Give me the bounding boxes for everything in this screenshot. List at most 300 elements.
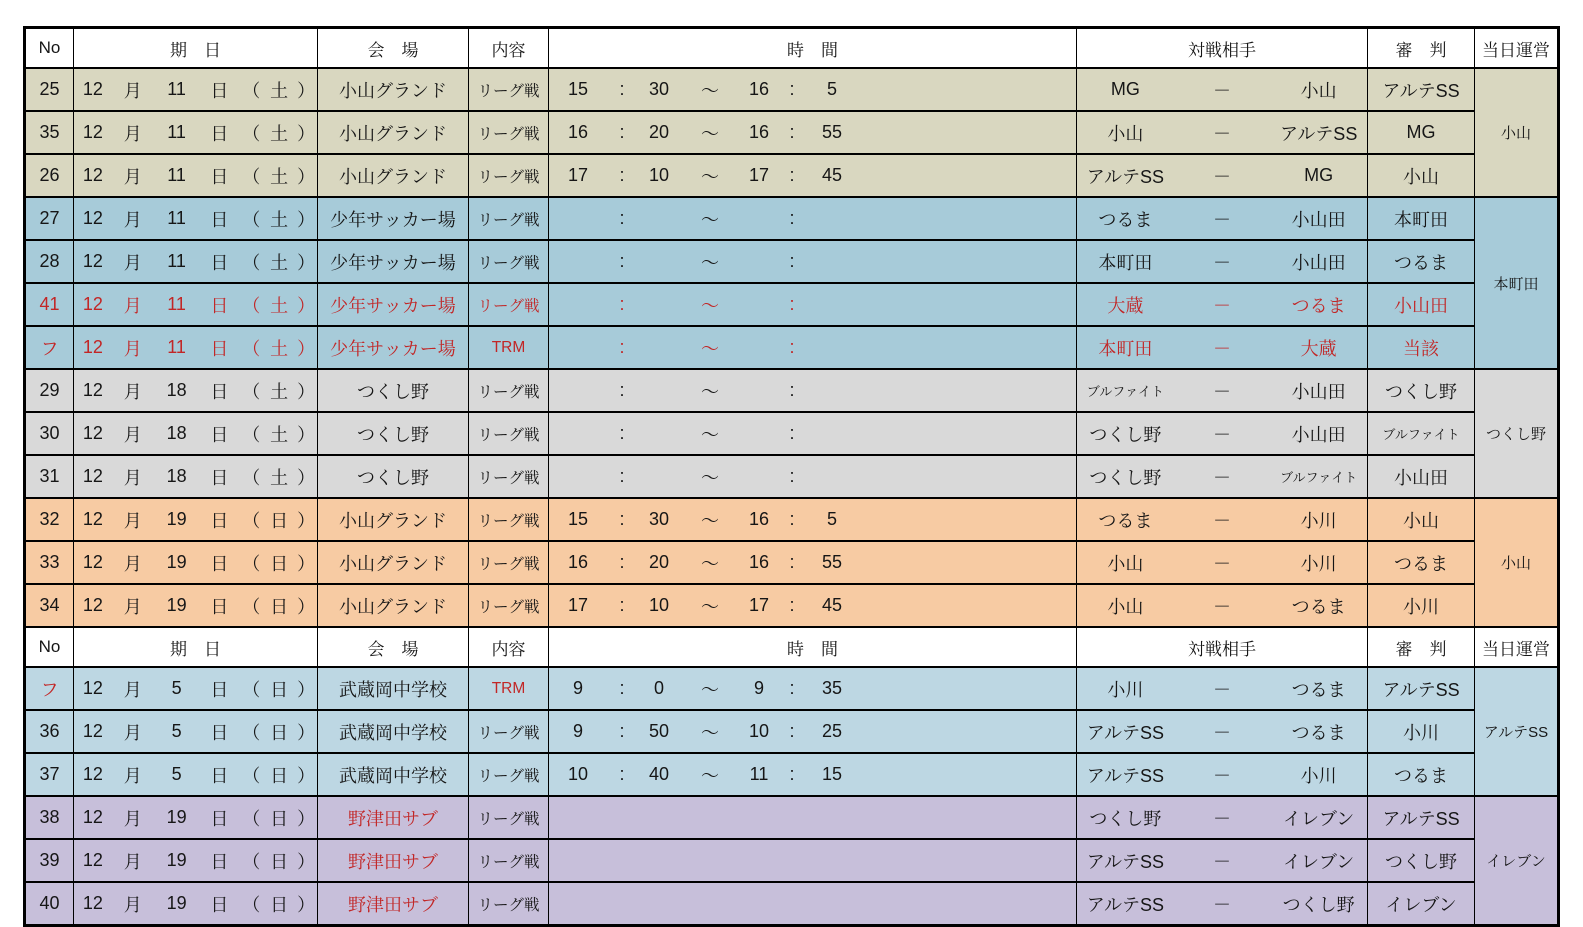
paren-open: （ bbox=[242, 338, 261, 359]
match-type-cell: リーグ戦 bbox=[469, 882, 549, 926]
opponents-cell bbox=[1077, 498, 1368, 541]
match-no-cell: 29 bbox=[25, 369, 74, 412]
home-team: 小川 bbox=[1107, 679, 1144, 700]
opponents-cell bbox=[1077, 326, 1368, 369]
time-cell bbox=[549, 710, 1077, 753]
table-header-row bbox=[25, 28, 1559, 69]
match-date-cell bbox=[74, 111, 318, 154]
col-header-no: No bbox=[25, 627, 74, 667]
opponents-cell bbox=[1077, 839, 1368, 882]
home-team: アルテSS bbox=[1086, 894, 1164, 915]
time-colon: : bbox=[789, 423, 795, 443]
match-row bbox=[25, 710, 1559, 753]
match-type-cell: TRM bbox=[469, 667, 549, 710]
date-day-number: 11 bbox=[167, 337, 186, 357]
date-day-number: 5 bbox=[171, 721, 182, 741]
time-colon: : bbox=[619, 79, 625, 99]
time-layout bbox=[549, 241, 1076, 282]
tilde-separator: ～ bbox=[701, 510, 719, 531]
month-label: 月 bbox=[123, 80, 142, 101]
end-minute: 55 bbox=[821, 122, 843, 142]
match-no-cell: 34 bbox=[25, 584, 74, 627]
date-month-number: 12 bbox=[82, 380, 103, 400]
date-layout bbox=[74, 284, 317, 325]
time-colon: : bbox=[789, 165, 795, 185]
weekday-label: 日 bbox=[270, 722, 289, 743]
start-hour: 17 bbox=[567, 595, 589, 615]
opponents-cell bbox=[1077, 541, 1368, 584]
match-no-cell: フ bbox=[25, 326, 74, 369]
match-date-cell bbox=[74, 283, 318, 326]
home-team: アルテSS bbox=[1086, 765, 1164, 786]
weekday-label: 土 bbox=[270, 209, 289, 230]
end-hour: 16 bbox=[748, 509, 770, 529]
month-label: 月 bbox=[123, 679, 142, 700]
opponents-cell bbox=[1077, 455, 1368, 498]
end-minute: 45 bbox=[821, 165, 843, 185]
day-label: 日 bbox=[210, 467, 229, 488]
time-colon: : bbox=[789, 721, 795, 741]
date-month-number: 12 bbox=[82, 122, 103, 142]
month-label: 月 bbox=[123, 467, 142, 488]
end-hour: 17 bbox=[748, 165, 770, 185]
opponents-layout bbox=[1077, 370, 1367, 411]
paren-open: （ bbox=[242, 510, 261, 531]
weekday-label: 土 bbox=[270, 295, 289, 316]
referee-cell: つるま bbox=[1368, 240, 1475, 283]
match-row bbox=[25, 111, 1559, 154]
day-label: 日 bbox=[210, 596, 229, 617]
match-type-cell: リーグ戦 bbox=[469, 412, 549, 455]
end-hour: 16 bbox=[748, 552, 770, 572]
time-colon: : bbox=[619, 294, 625, 314]
time-layout bbox=[549, 585, 1076, 626]
time-colon: : bbox=[789, 466, 795, 486]
opponents-cell bbox=[1077, 68, 1368, 111]
time-colon: : bbox=[619, 208, 625, 228]
match-date-cell bbox=[74, 839, 318, 882]
weekday-label: 土 bbox=[270, 338, 289, 359]
time-colon: : bbox=[619, 337, 625, 357]
date-month-number: 12 bbox=[82, 165, 103, 185]
away-team: アルテSS bbox=[1280, 123, 1358, 144]
time-cell bbox=[549, 369, 1077, 412]
paren-open: （ bbox=[242, 80, 261, 101]
home-team: つるま bbox=[1098, 510, 1153, 531]
home-team: アルテSS bbox=[1086, 722, 1164, 743]
versus-dash: － bbox=[1213, 252, 1231, 273]
referee-cell: 小川 bbox=[1368, 710, 1475, 753]
match-row bbox=[25, 412, 1559, 455]
referee-cell: 小山田 bbox=[1368, 455, 1475, 498]
match-no-cell: 26 bbox=[25, 154, 74, 197]
start-minute: 10 bbox=[648, 595, 670, 615]
opponents-layout bbox=[1077, 155, 1367, 196]
day-label: 日 bbox=[210, 765, 229, 786]
venue-cell: 少年サッカー場 bbox=[318, 326, 469, 369]
away-team: イレブン bbox=[1283, 851, 1355, 872]
versus-dash: － bbox=[1213, 209, 1231, 230]
time-colon: : bbox=[619, 721, 625, 741]
day-label: 日 bbox=[210, 851, 229, 872]
start-minute: 40 bbox=[648, 764, 670, 784]
referee-cell: つくし野 bbox=[1368, 369, 1475, 412]
date-layout bbox=[74, 754, 317, 795]
paren-open: （ bbox=[242, 467, 261, 488]
time-layout bbox=[549, 668, 1076, 709]
tilde-separator: ～ bbox=[701, 722, 719, 743]
match-no-cell: 37 bbox=[25, 753, 74, 796]
time-colon: : bbox=[619, 595, 625, 615]
end-minute: 25 bbox=[821, 721, 843, 741]
paren-close: ） bbox=[297, 596, 316, 617]
time-colon: : bbox=[619, 552, 625, 572]
venue-cell: つくし野 bbox=[318, 412, 469, 455]
month-label: 月 bbox=[123, 894, 142, 915]
match-no-cell: 32 bbox=[25, 498, 74, 541]
time-layout bbox=[549, 284, 1076, 325]
match-type-cell: リーグ戦 bbox=[469, 240, 549, 283]
day-label: 日 bbox=[210, 894, 229, 915]
match-row bbox=[25, 541, 1559, 584]
time-cell bbox=[549, 68, 1077, 111]
date-day-number: 19 bbox=[166, 893, 187, 913]
month-label: 月 bbox=[123, 808, 142, 829]
match-row bbox=[25, 584, 1559, 627]
venue-cell: 野津田サブ bbox=[318, 796, 469, 839]
match-no-cell: 27 bbox=[25, 197, 74, 240]
date-month-number: 12 bbox=[82, 509, 103, 529]
match-no-cell: 40 bbox=[25, 882, 74, 926]
end-minute: 15 bbox=[821, 764, 843, 784]
time-colon: : bbox=[619, 380, 625, 400]
time-layout bbox=[549, 840, 1076, 881]
end-minute: 45 bbox=[821, 595, 843, 615]
versus-dash: － bbox=[1213, 381, 1231, 402]
match-date-cell bbox=[74, 796, 318, 839]
venue-cell: 野津田サブ bbox=[318, 839, 469, 882]
col-header-content: 内容 bbox=[469, 28, 549, 69]
match-no-cell: 36 bbox=[25, 710, 74, 753]
time-cell bbox=[549, 197, 1077, 240]
col-header-time: 時 間 bbox=[549, 627, 1077, 667]
date-layout bbox=[74, 585, 317, 626]
date-month-number: 12 bbox=[82, 850, 103, 870]
date-day-number: 19 bbox=[166, 552, 187, 572]
time-cell bbox=[549, 498, 1077, 541]
col-header-content: 内容 bbox=[469, 627, 549, 667]
match-no-cell: 38 bbox=[25, 796, 74, 839]
end-hour: 16 bbox=[748, 122, 770, 142]
weekday-label: 日 bbox=[270, 808, 289, 829]
day-label: 日 bbox=[210, 679, 229, 700]
paren-close: ） bbox=[297, 295, 316, 316]
paren-close: ） bbox=[297, 80, 316, 101]
match-type-cell: リーグ戦 bbox=[469, 498, 549, 541]
home-team: 本町田 bbox=[1098, 252, 1153, 273]
match-date-cell bbox=[74, 667, 318, 710]
away-team: 小山田 bbox=[1291, 424, 1346, 445]
date-layout bbox=[74, 542, 317, 583]
opponents-layout bbox=[1077, 198, 1367, 239]
opponents-cell bbox=[1077, 111, 1368, 154]
time-cell bbox=[549, 667, 1077, 710]
tilde-separator: ～ bbox=[701, 252, 719, 273]
match-no-cell: フ bbox=[25, 667, 74, 710]
referee-cell: つるま bbox=[1368, 753, 1475, 796]
col-header-no: No bbox=[25, 28, 74, 69]
venue-cell: 少年サッカー場 bbox=[318, 240, 469, 283]
match-date-cell bbox=[74, 455, 318, 498]
versus-dash: － bbox=[1213, 553, 1231, 574]
versus-dash: － bbox=[1213, 467, 1231, 488]
col-header-referee: 審 判 bbox=[1368, 28, 1475, 69]
time-cell bbox=[549, 455, 1077, 498]
away-team: つるま bbox=[1291, 295, 1346, 316]
versus-dash: － bbox=[1213, 166, 1231, 187]
opponents-cell bbox=[1077, 240, 1368, 283]
month-label: 月 bbox=[123, 166, 142, 187]
month-label: 月 bbox=[123, 424, 142, 445]
time-colon: : bbox=[619, 251, 625, 271]
away-team: つるま bbox=[1291, 722, 1346, 743]
venue-cell: 少年サッカー場 bbox=[318, 283, 469, 326]
opponents-layout bbox=[1077, 840, 1367, 881]
weekday-label: 日 bbox=[270, 851, 289, 872]
day-operations-cell: 小山 bbox=[1475, 68, 1559, 197]
referee-cell: つるま bbox=[1368, 541, 1475, 584]
month-label: 月 bbox=[123, 381, 142, 402]
versus-dash: － bbox=[1213, 295, 1231, 316]
date-day-number: 18 bbox=[166, 466, 187, 486]
versus-dash: － bbox=[1213, 123, 1231, 144]
home-team: アルテSS bbox=[1086, 851, 1164, 872]
match-row bbox=[25, 455, 1559, 498]
paren-close: ） bbox=[297, 808, 316, 829]
date-layout bbox=[74, 883, 317, 924]
end-hour: 9 bbox=[753, 678, 764, 698]
month-label: 月 bbox=[123, 553, 142, 574]
versus-dash: － bbox=[1213, 596, 1231, 617]
day-label: 日 bbox=[210, 722, 229, 743]
referee-cell: アルテSS bbox=[1368, 667, 1475, 710]
weekday-label: 土 bbox=[270, 80, 289, 101]
opponents-layout bbox=[1077, 413, 1367, 454]
versus-dash: － bbox=[1213, 424, 1231, 445]
match-date-cell bbox=[74, 541, 318, 584]
date-month-number: 12 bbox=[82, 294, 103, 314]
referee-cell: 小川 bbox=[1368, 584, 1475, 627]
away-team: MG bbox=[1304, 165, 1334, 185]
versus-dash: － bbox=[1213, 894, 1231, 915]
match-row bbox=[25, 197, 1559, 240]
paren-open: （ bbox=[242, 765, 261, 786]
day-operations-cell: つくし野 bbox=[1475, 369, 1559, 498]
time-colon: : bbox=[789, 764, 795, 784]
date-month-number: 12 bbox=[82, 893, 103, 913]
time-cell bbox=[549, 882, 1077, 926]
weekday-label: 土 bbox=[270, 166, 289, 187]
match-schedule-table bbox=[23, 26, 1560, 927]
versus-dash: － bbox=[1213, 510, 1231, 531]
match-type-cell: リーグ戦 bbox=[469, 154, 549, 197]
away-team: 小山田 bbox=[1291, 381, 1346, 402]
referee-cell: 小山 bbox=[1368, 154, 1475, 197]
time-layout bbox=[549, 112, 1076, 153]
versus-dash: － bbox=[1213, 722, 1231, 743]
versus-dash: － bbox=[1213, 808, 1231, 829]
home-team: 小山 bbox=[1107, 553, 1144, 574]
date-layout bbox=[74, 711, 317, 752]
home-team: 本町田 bbox=[1098, 338, 1153, 359]
time-colon: : bbox=[789, 251, 795, 271]
date-day-number: 11 bbox=[167, 122, 186, 142]
match-date-cell bbox=[74, 240, 318, 283]
end-hour: 16 bbox=[748, 79, 770, 99]
match-row bbox=[25, 753, 1559, 796]
versus-dash: － bbox=[1213, 851, 1231, 872]
match-no-cell: 25 bbox=[25, 68, 74, 111]
time-layout bbox=[549, 797, 1076, 838]
month-label: 月 bbox=[123, 123, 142, 144]
col-header-opponents: 対戦相手 bbox=[1077, 28, 1368, 69]
tilde-separator: ～ bbox=[701, 553, 719, 574]
time-layout bbox=[549, 413, 1076, 454]
match-date-cell bbox=[74, 369, 318, 412]
date-layout bbox=[74, 370, 317, 411]
date-month-number: 12 bbox=[82, 79, 103, 99]
home-team: アルテSS bbox=[1086, 166, 1164, 187]
away-team: 小川 bbox=[1300, 510, 1337, 531]
time-layout bbox=[549, 456, 1076, 497]
time-colon: : bbox=[789, 208, 795, 228]
paren-open: （ bbox=[242, 851, 261, 872]
time-layout bbox=[549, 754, 1076, 795]
weekday-label: 日 bbox=[270, 553, 289, 574]
weekday-label: 土 bbox=[270, 252, 289, 273]
paren-open: （ bbox=[242, 596, 261, 617]
paren-open: （ bbox=[242, 295, 261, 316]
time-cell bbox=[549, 753, 1077, 796]
opponents-layout bbox=[1077, 542, 1367, 583]
date-layout bbox=[74, 840, 317, 881]
time-cell bbox=[549, 839, 1077, 882]
day-label: 日 bbox=[210, 381, 229, 402]
match-row bbox=[25, 240, 1559, 283]
date-layout bbox=[74, 499, 317, 540]
end-hour: 17 bbox=[748, 595, 770, 615]
time-colon: : bbox=[789, 509, 795, 529]
opponents-layout bbox=[1077, 883, 1367, 924]
day-operations-cell: 小山 bbox=[1475, 498, 1559, 627]
weekday-label: 土 bbox=[270, 123, 289, 144]
venue-cell: 小山グランド bbox=[318, 154, 469, 197]
weekday-label: 土 bbox=[270, 467, 289, 488]
versus-dash: － bbox=[1213, 80, 1231, 101]
paren-close: ） bbox=[297, 765, 316, 786]
time-cell bbox=[549, 154, 1077, 197]
date-month-number: 12 bbox=[82, 337, 103, 357]
paren-close: ） bbox=[297, 123, 316, 144]
paren-close: ） bbox=[297, 894, 316, 915]
day-label: 日 bbox=[210, 553, 229, 574]
match-date-cell bbox=[74, 326, 318, 369]
weekday-label: 日 bbox=[270, 596, 289, 617]
month-label: 月 bbox=[123, 596, 142, 617]
month-label: 月 bbox=[123, 765, 142, 786]
tilde-separator: ～ bbox=[701, 209, 719, 230]
date-month-number: 12 bbox=[82, 251, 103, 271]
end-hour: 11 bbox=[749, 764, 769, 784]
time-colon: : bbox=[789, 678, 795, 698]
paren-open: （ bbox=[242, 166, 261, 187]
col-header-date: 期 日 bbox=[74, 627, 318, 667]
match-no-cell: 28 bbox=[25, 240, 74, 283]
start-hour: 16 bbox=[567, 552, 589, 572]
referee-cell: アルテSS bbox=[1368, 796, 1475, 839]
venue-cell: 小山グランド bbox=[318, 584, 469, 627]
opponents-layout bbox=[1077, 754, 1367, 795]
day-operations-cell: イレブン bbox=[1475, 796, 1559, 926]
paren-open: （ bbox=[242, 722, 261, 743]
day-operations-cell: 本町田 bbox=[1475, 197, 1559, 369]
date-day-number: 5 bbox=[171, 764, 182, 784]
match-date-cell bbox=[74, 412, 318, 455]
weekday-label: 土 bbox=[270, 424, 289, 445]
match-date-cell bbox=[74, 197, 318, 240]
paren-open: （ bbox=[242, 123, 261, 144]
match-date-cell bbox=[74, 882, 318, 926]
start-hour: 10 bbox=[567, 764, 589, 784]
paren-close: ） bbox=[297, 424, 316, 445]
date-layout bbox=[74, 413, 317, 454]
match-type-cell: リーグ戦 bbox=[469, 197, 549, 240]
away-team: 小山 bbox=[1300, 80, 1337, 101]
time-colon: : bbox=[619, 423, 625, 443]
away-team: 小川 bbox=[1300, 765, 1337, 786]
venue-cell: 小山グランド bbox=[318, 111, 469, 154]
paren-close: ） bbox=[297, 338, 316, 359]
match-no-cell: 30 bbox=[25, 412, 74, 455]
away-team: イレブン bbox=[1283, 808, 1355, 829]
referee-cell: イレブン bbox=[1368, 882, 1475, 926]
date-day-number: 11 bbox=[167, 294, 186, 314]
day-label: 日 bbox=[210, 338, 229, 359]
month-label: 月 bbox=[123, 252, 142, 273]
referee-cell: 当該 bbox=[1368, 326, 1475, 369]
venue-cell: 小山グランド bbox=[318, 498, 469, 541]
match-type-cell: リーグ戦 bbox=[469, 584, 549, 627]
day-label: 日 bbox=[210, 808, 229, 829]
day-label: 日 bbox=[210, 295, 229, 316]
away-team: つるま bbox=[1291, 596, 1346, 617]
match-date-cell bbox=[74, 753, 318, 796]
referee-cell: つくし野 bbox=[1368, 839, 1475, 882]
month-label: 月 bbox=[123, 510, 142, 531]
match-type-cell: リーグ戦 bbox=[469, 111, 549, 154]
time-colon: : bbox=[789, 294, 795, 314]
end-minute: 5 bbox=[826, 509, 837, 529]
date-layout bbox=[74, 668, 317, 709]
time-colon: : bbox=[789, 595, 795, 615]
match-type-cell: リーグ戦 bbox=[469, 369, 549, 412]
opponents-layout bbox=[1077, 112, 1367, 153]
referee-cell: 小山 bbox=[1368, 498, 1475, 541]
table-header-row bbox=[25, 627, 1559, 667]
date-day-number: 5 bbox=[171, 678, 182, 698]
month-label: 月 bbox=[123, 338, 142, 359]
opponents-cell bbox=[1077, 710, 1368, 753]
